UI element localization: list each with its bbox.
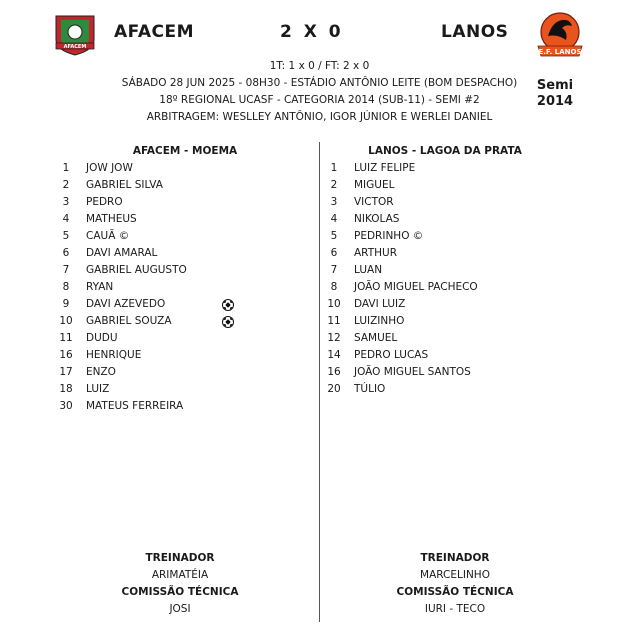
date-venue: SÁBADO 28 JUN 2025 - 08H30 - ESTÁDIO ANTÔNIO LEITE (BOM DESPACHO)	[121, 77, 518, 89]
home-lineup-header: AFACEM - MOEMA	[132, 145, 238, 157]
player-row	[322, 347, 572, 364]
player-name: SAMUEL	[354, 332, 398, 344]
player-name: RYAN	[86, 281, 114, 293]
player-row	[54, 347, 304, 364]
player-name: ENZO	[86, 366, 116, 378]
player-row	[54, 330, 304, 347]
home-staff	[80, 550, 280, 618]
player-number: 2	[330, 179, 338, 191]
home-staff-name: JOSI	[169, 603, 191, 615]
home-team-name: AFACEM	[114, 22, 194, 42]
svg-text:E.F. LANOS: E.F. LANOS	[538, 48, 582, 56]
stage-year: 2014	[536, 94, 574, 109]
player-name: DAVI LUIZ	[354, 298, 406, 310]
player-name: CAUÃ ©	[86, 230, 130, 242]
away-staff	[355, 550, 555, 618]
match-score: 2 X 0	[280, 22, 344, 42]
player-number: 10	[327, 298, 341, 310]
player-name: LUIZ	[86, 383, 110, 395]
player-row	[54, 228, 304, 245]
goal-ball-icon	[222, 316, 234, 328]
player-row	[54, 177, 304, 194]
player-row	[322, 245, 572, 262]
player-name: VICTOR	[354, 196, 394, 208]
player-row	[322, 364, 572, 381]
player-number: 5	[62, 230, 70, 242]
home-coach: ARIMATÉIA	[151, 569, 209, 581]
player-name: NIKOLAS	[354, 213, 400, 225]
player-number: 1	[330, 162, 338, 174]
player-name: MATHEUS	[86, 213, 137, 225]
column-divider	[319, 142, 320, 622]
away-team-logo	[532, 10, 588, 58]
player-number: 3	[62, 196, 70, 208]
player-name: GABRIEL AUGUSTO	[86, 264, 187, 276]
player-number: 16	[59, 349, 73, 361]
player-row	[322, 313, 572, 330]
player-name: HENRIQUE	[86, 349, 142, 361]
player-number: 30	[59, 400, 73, 412]
player-name: PEDRINHO ©	[354, 230, 424, 242]
away-coach: MARCELINHO	[420, 569, 490, 581]
player-number: 6	[330, 247, 338, 259]
player-row	[54, 211, 304, 228]
player-row	[54, 398, 304, 415]
player-row	[54, 279, 304, 296]
player-name: GABRIEL SOUZA	[86, 315, 172, 327]
player-row	[54, 194, 304, 211]
player-number: 11	[327, 315, 341, 327]
stage-label	[535, 78, 575, 110]
player-number: 9	[62, 298, 70, 310]
player-number: 1	[62, 162, 70, 174]
player-row	[54, 160, 304, 177]
player-row	[322, 262, 572, 279]
player-number: 4	[62, 213, 70, 225]
referees: ARBITRAGEM: WESLLEY ANTÔNIO, IGOR JÚNIOR E WERLEI DANIEL	[146, 111, 493, 123]
player-name: JOÃO MIGUEL PACHECO	[354, 281, 478, 293]
away-staff-name: IURI - TECO	[424, 603, 486, 615]
player-number: 18	[59, 383, 73, 395]
player-name: LUAN	[354, 264, 383, 276]
player-number: 3	[330, 196, 338, 208]
away-coach-label: TREINADOR	[420, 552, 490, 564]
player-row	[54, 381, 304, 398]
player-number: 7	[330, 264, 338, 276]
player-name: MIGUEL	[354, 179, 395, 191]
stage-text: Semi	[536, 78, 574, 93]
player-name: LUIZINHO	[354, 315, 405, 327]
player-row	[54, 364, 304, 381]
player-number: 4	[330, 213, 338, 225]
player-name: DAVI AZEVEDO	[86, 298, 166, 310]
player-name: JOW JOW	[86, 162, 133, 174]
player-number: 17	[59, 366, 73, 378]
player-row	[322, 279, 572, 296]
player-number: 7	[62, 264, 70, 276]
player-row	[54, 245, 304, 262]
player-number: 14	[327, 349, 341, 361]
player-row	[322, 296, 572, 313]
player-number: 2	[62, 179, 70, 191]
player-name: TÚLIO	[354, 383, 386, 395]
player-name: DAVI AMARAL	[86, 247, 158, 259]
home-coach-label: TREINADOR	[145, 552, 215, 564]
home-team-logo	[52, 10, 98, 56]
player-row	[54, 296, 304, 313]
player-number: 8	[62, 281, 70, 293]
player-number: 16	[327, 366, 341, 378]
away-staff-label: COMISSÃO TÉCNICA	[396, 586, 514, 598]
player-name: ARTHUR	[354, 247, 398, 259]
player-name: DUDU	[86, 332, 118, 344]
player-number: 11	[59, 332, 73, 344]
player-name: PEDRO LUCAS	[354, 349, 429, 361]
player-row	[322, 211, 572, 228]
player-row	[322, 228, 572, 245]
svg-text:AFACEM: AFACEM	[63, 44, 87, 50]
away-lineup-header: LANOS - LAGOA DA PRATA	[368, 145, 522, 157]
player-row	[322, 160, 572, 177]
competition: 18º REGIONAL UCASF - CATEGORIA 2014 (SUB-11) - SEMI #2	[159, 94, 480, 106]
player-row	[322, 381, 572, 398]
player-number: 12	[327, 332, 341, 344]
goal-ball-icon	[222, 299, 234, 311]
halftime-fulltime: 1T: 1 x 0 / FT: 2 x 0	[269, 60, 370, 72]
player-row	[54, 262, 304, 279]
player-row	[322, 194, 572, 211]
player-name: LUIZ FELIPE	[354, 162, 416, 174]
player-number: 10	[59, 315, 73, 327]
player-row	[54, 313, 304, 330]
player-name: JOÃO MIGUEL SANTOS	[354, 366, 471, 378]
home-staff-label: COMISSÃO TÉCNICA	[121, 586, 239, 598]
player-number: 5	[330, 230, 338, 242]
player-name: PEDRO	[86, 196, 123, 208]
player-row	[322, 330, 572, 347]
player-name: GABRIEL SILVA	[86, 179, 163, 191]
player-name: MATEUS FERREIRA	[86, 400, 184, 412]
player-number: 6	[62, 247, 70, 259]
away-team-name: LANOS	[441, 22, 509, 42]
player-number: 20	[327, 383, 341, 395]
player-row	[322, 177, 572, 194]
player-number: 8	[330, 281, 338, 293]
